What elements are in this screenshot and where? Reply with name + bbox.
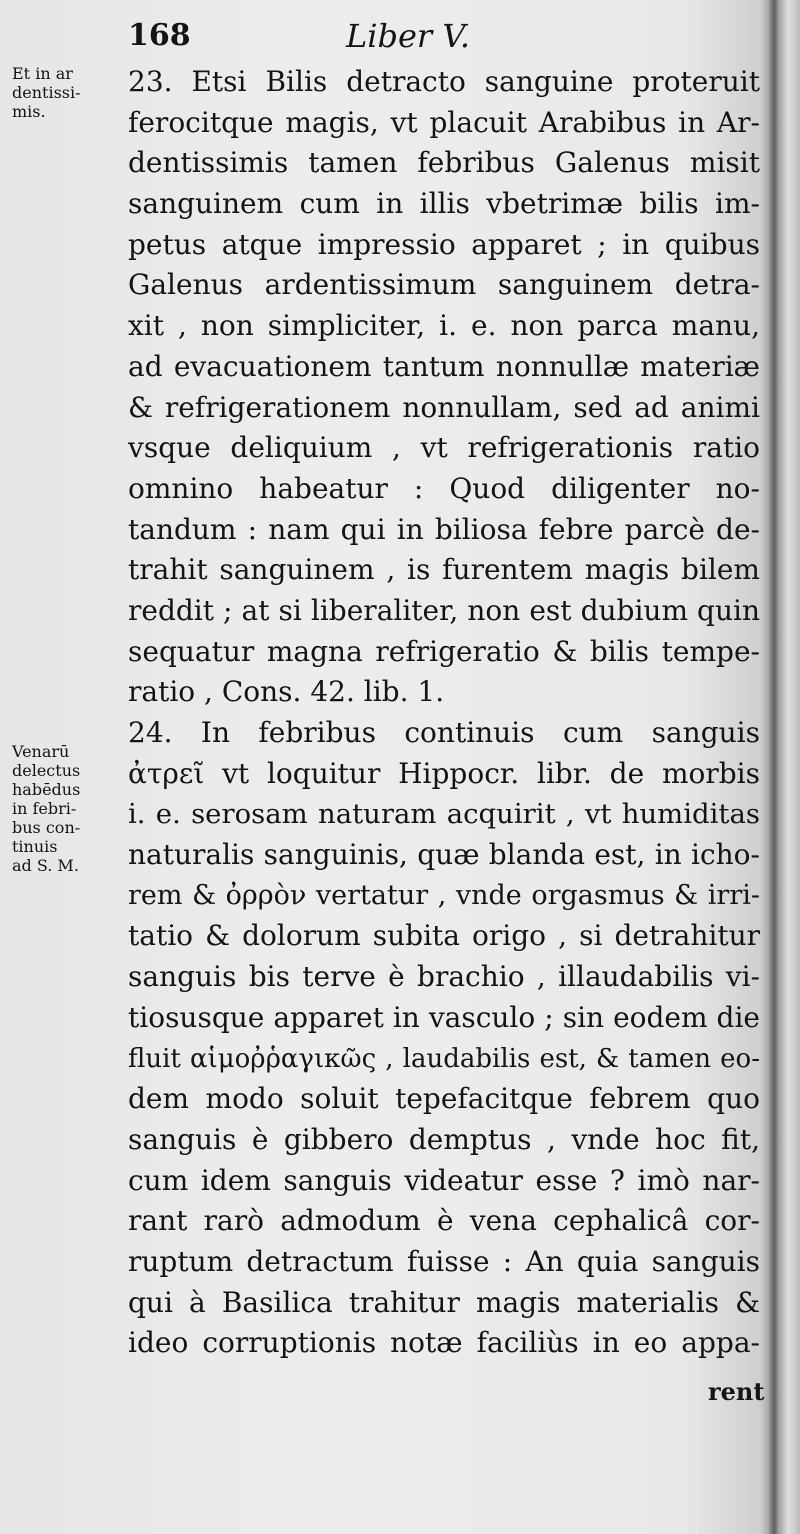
text-line: dentissimis tamen febribus Galenus misit <box>128 146 760 180</box>
marginal-note-line: habēdus <box>12 780 81 799</box>
text-line: sanguis bis terve è brachio , illaudabilis vi- <box>128 960 760 994</box>
text-line: tiosusque apparet in vasculo ; sin eodem die <box>128 1000 760 1034</box>
text-line: naturalis sanguinis, quæ blanda est, in icho- <box>128 838 760 872</box>
text-line: ratio , Cons. 42. lib. 1. <box>128 675 445 709</box>
running-title: Liber V. <box>346 17 471 55</box>
text-line: ad evacuationem tantum nonnullæ materiæ <box>128 349 760 383</box>
text-line: ruptum detractum fuisse : An quia sanguis <box>128 1244 760 1278</box>
body-text <box>128 62 760 1364</box>
text-line: rant rarò admodum è vena cephalicâ cor- <box>128 1204 760 1238</box>
page-gutter-shadow <box>768 0 778 1534</box>
show-through-bleed <box>10 940 120 1060</box>
page-header <box>128 14 548 58</box>
text-line: reddit ; at si liberaliter, non est dubium quin <box>128 593 760 627</box>
marginal-note-line: in febri- <box>12 799 77 818</box>
text-line: petus atque impressio apparet ; in quibus <box>128 227 760 261</box>
text-line: Galenus ardentissimum sanguinem detra- <box>128 268 760 302</box>
text-line: ideo corruptionis notæ faciliùs in eo appa- <box>128 1326 760 1360</box>
text-line: fluit αἱμοῤῥαγικῶς , laudabilis est, & tamen eo- <box>128 1043 760 1074</box>
text-line: sanguinem cum in illis vbetrimæ bilis im- <box>128 187 760 221</box>
text-line: tandum : nam qui in biliosa febre parcè de- <box>128 512 760 546</box>
text-line: i. e. serosam naturam acquirit , vt humiditas <box>128 798 760 831</box>
marginal-note-line: mis. <box>12 102 46 121</box>
marginal-note-line: tinuis <box>12 837 58 856</box>
marginal-note-venarum-delectus <box>12 742 80 875</box>
marginal-note-line: Et in ar <box>12 64 73 83</box>
text-line: 23. Etsi Bilis detracto sanguine proteruit <box>128 65 760 98</box>
text-line: qui à Basilica trahitur magis materialis & <box>128 1285 760 1319</box>
marginal-note-line: bus con- <box>12 818 81 837</box>
text-line: 24. In febribus continuis cum sanguis <box>128 716 760 749</box>
catchword: rent <box>708 1377 765 1406</box>
text-line: trahit sanguinem , is furentem magis bilem <box>128 553 760 587</box>
marginal-note-line: ad S. M. <box>12 856 79 875</box>
text-line: ἀτρεῖ vt loquitur Hippocr. libr. de morbis <box>128 756 760 790</box>
text-line: xit , non simpliciter, i. e. non parca manu, <box>128 309 760 343</box>
text-line: vsque deliquium , vt refrigerationis ratio <box>128 431 760 465</box>
text-line: sequatur magna refrigeratio & bilis tempe- <box>128 634 760 668</box>
page-number: 168 <box>128 18 191 53</box>
marginal-note-line: Venarū <box>12 742 70 761</box>
text-line: dem modo soluit tepefacitque febrem quo <box>128 1082 760 1116</box>
text-line: tatio & dolorum subita origo , si detrahitur <box>128 919 760 953</box>
text-line: & refrigerationem nonnullam, sed ad animi <box>128 390 760 424</box>
text-line: sanguis è gibbero demptus , vnde hoc fit, <box>128 1122 760 1156</box>
text-line: cum idem sanguis videatur esse ? imò nar- <box>128 1163 760 1197</box>
marginal-note-line: delectus <box>12 761 81 780</box>
marginal-note-line: dentissi- <box>12 83 81 102</box>
text-line: rem & ὀρρὸν vertatur , vnde orgasmus & irri- <box>128 879 760 911</box>
text-line: ferocitque magis, vt placuit Arabibus in Ar- <box>128 105 760 139</box>
marginal-note-ardentissimis <box>12 64 81 121</box>
text-line: omnino habeatur : Quod diligenter no- <box>128 471 760 505</box>
